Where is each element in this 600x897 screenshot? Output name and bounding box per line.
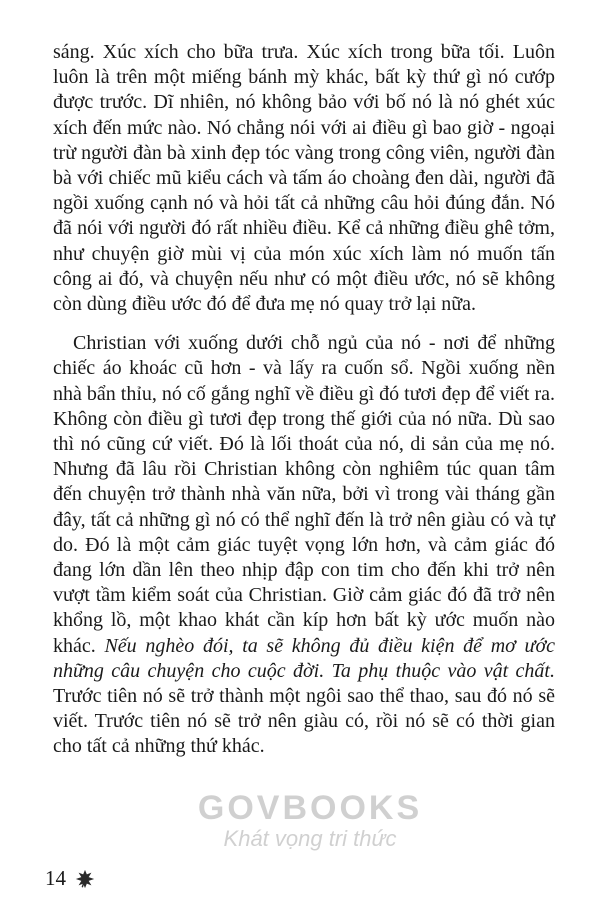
watermark-brand: GOVBOOKS xyxy=(197,789,423,827)
paragraph-1 xyxy=(53,40,555,317)
paragraph-2-text: Christian với xuống dưới chỗ ngủ của nó - nơi để những chiếc áo khoác cũ hơn - và lấy ra cuốn sổ. Ngồi xuống nền nhà bẩn thỉu, nó cố gắng nghĩ về điều gì đó tươi đẹp để viết ra. Không còn điều gì tươi đẹp trong thế giới của nó nữa. Dù sao thì nó cũng cứ viết. Đó là lối thoát của nó, di sản của mẹ nó. Nhưng đã lâu rồi Christian không còn nghiêm túc quan tâm đến chuyện trở thành nhà văn nữa, bởi vì trong vài tháng gần đây, tất cả những gì nó có thể nghĩ đến là trở nên giàu có và tự do. Đó là một cảm giác tuyệt vọng lớn hơn, và cảm giác đó đang lớn dần lên theo nhịp đập con tim cho đến khi trở nên vượt tầm kiểm soát của Christian. Giờ cảm giác đó đã trở nên khổng lồ, một khao khát cần kíp hơn bất kỳ ước muốn nào khác. xyxy=(53,332,555,657)
page-number: 14 xyxy=(45,866,66,890)
watermark-slogan: Khát vọng tri thức xyxy=(223,826,397,851)
page-footer xyxy=(45,866,96,891)
leaf-ornament-icon xyxy=(74,868,96,890)
watermark xyxy=(160,790,460,852)
page-body xyxy=(53,40,555,760)
paragraph-2 xyxy=(53,331,555,759)
paragraph-1-text: sáng. Xúc xích cho bữa trưa. Xúc xích trong bữa tối. Luôn luôn là trên một miếng bánh mỳ khác, bất kỳ thứ gì nó cướp được trước. Dĩ nhiên, nó không bảo với bố nó là nó ghét xúc xích đến mức nào. Nó chẳng nói với ai điều gì bao giờ - ngoại trừ người đàn bà xinh đẹp tóc vàng trong công viên, người đàn bà với chiếc mũ kiểu cách và tấm áo choàng đen dài, người đã ngồi xuống cạnh nó và hỏi tất cả những câu hỏi đúng đắn. Nó đã nói với người đó rất nhiều điều. Kể cả những điều ghê tởm, như chuyện giờ mùi vị của món xúc xích làm nó muốn tấn công ai đó, và chuyện nếu như có một điều ước, nó sẽ không còn dùng điều ước đó để đưa mẹ nó quay trở lại nữa. xyxy=(53,41,555,316)
paragraph-2-italic-text: Nếu nghèo đói, ta sẽ không đủ điều kiện để mơ ước những câu chuyện cho cuộc đời. Ta phụ thuộc vào vật chất. xyxy=(53,634,556,682)
paragraph-2-tail-text: Trước tiên nó sẽ trở thành một ngôi sao thể thao, sau đó nó sẽ viết. Trước tiên nó sẽ trở nên giàu có, rồi nó sẽ có thời gian cho tất cả những thứ khác. xyxy=(53,685,555,758)
